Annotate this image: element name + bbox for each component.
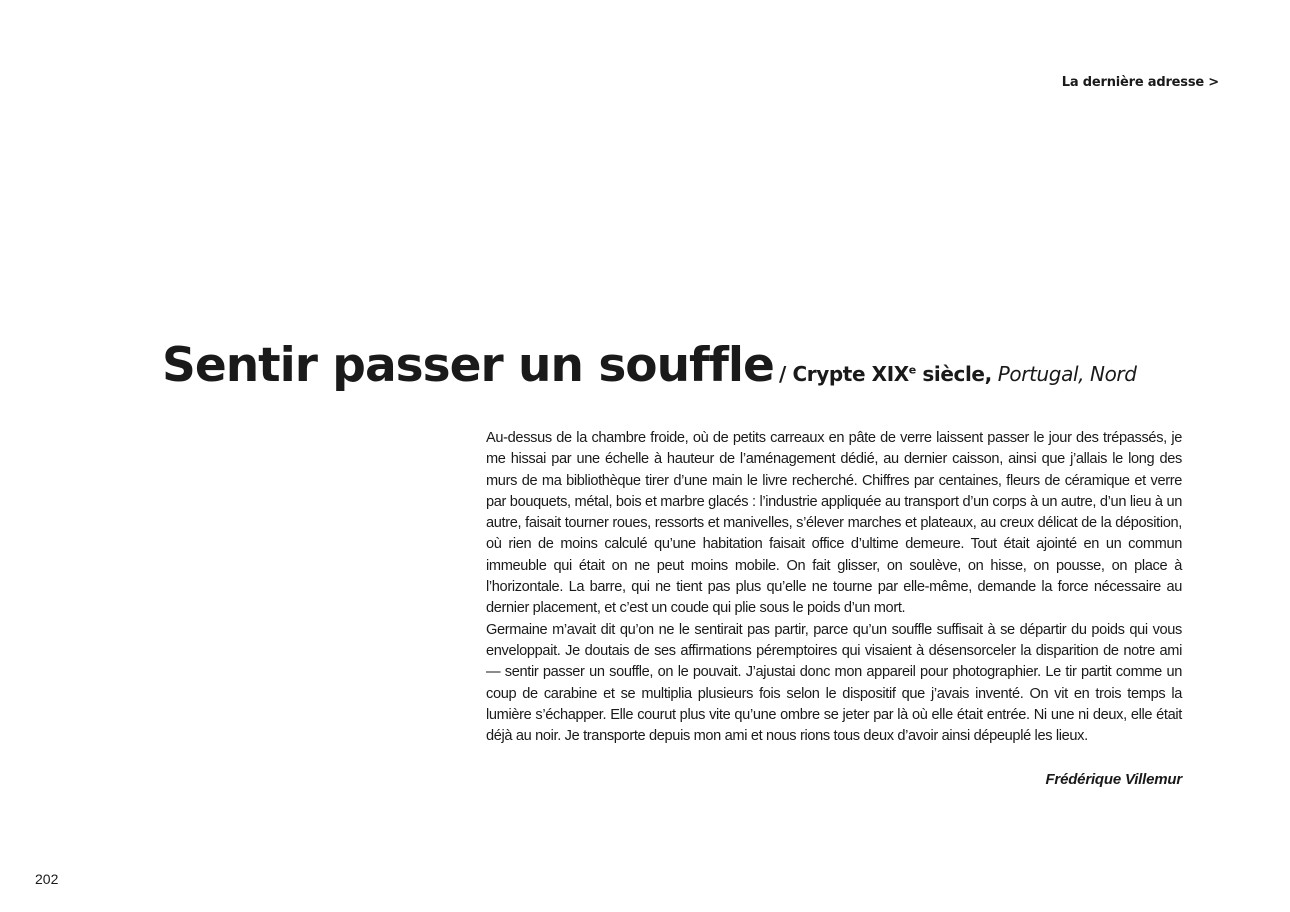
- body-paragraph-1: Au-dessus de la chambre froide, où de petits carreaux en pâte de verre laissent passer le jour des trépassés, je me hissai par une échelle à hauteur de l’aménagement dédié, au dernier caisson, ainsi que j’allais le long des murs de ma bibliothèque tirer d’une main le livre recherché. Chiffres par centaines, fleurs de céramique et verre par bouquets, métal, bois et marbre glacés : l’industrie appliquée au transport d’un corps à un autre, d’un lieu à un autre, faisait tourner roues, ressorts et manivelles, s’élever marches et plateaux, au creux délicat de la déposition, où rien de moins calculé qu’une habitation faisait office d’ultime demeure. Tout était ajointé en un commun immeuble qui était on ne peut moins mobile. On fait glisser, on soulève, on hisse, on pousse, on place à l’horizontale. La barre, qui ne tient pas plus qu’elle ne tourne par elle-même, demande la force nécessaire au dernier placement, et c’est un coude qui plie sous le poids d’un mort.: [486, 430, 1182, 617]
- subtitle-suffix: siècle,: [915, 362, 992, 386]
- subtitle-prefix: / Crypte XIX: [779, 362, 909, 386]
- page-number: 202: [35, 871, 59, 887]
- body-paragraph-2: Germaine m’avait dit qu’on ne le sentirait pas partir, parce qu’un souffle suffisait à se départir du poids qui vous enveloppait. Je doutais de ses affirmations péremptoires qui visaient à désensorceler la disparition de notre ami — sentir passer un souffle, on le pouvait. J’ajustai donc mon appareil pour photographier. Le tir partit comme un coup de carabine et se multiplia plusieurs fois selon le dispositif que j’avais inventé. On vit en trois temps la lumière s’échapper. Elle courut plus vite qu’une ombre se jeter par là où elle était entrée. Ni une ni deux, elle était déjà au noir. Je transporte depuis mon ami et nous rions tous deux d’avoir ainsi dépeuplé les lieux.: [486, 621, 1182, 745]
- author-signature: Frédérique Villemur: [1045, 771, 1182, 788]
- subtitle-place: Portugal, Nord: [991, 362, 1137, 386]
- subtitle-superscript: e: [908, 363, 916, 377]
- running-head: La dernière adresse >: [1061, 75, 1219, 90]
- title-block: [162, 338, 1212, 393]
- subtitle: [779, 362, 1137, 386]
- main-title: Sentir passer un souffle: [162, 338, 774, 393]
- body-text: [486, 428, 1182, 747]
